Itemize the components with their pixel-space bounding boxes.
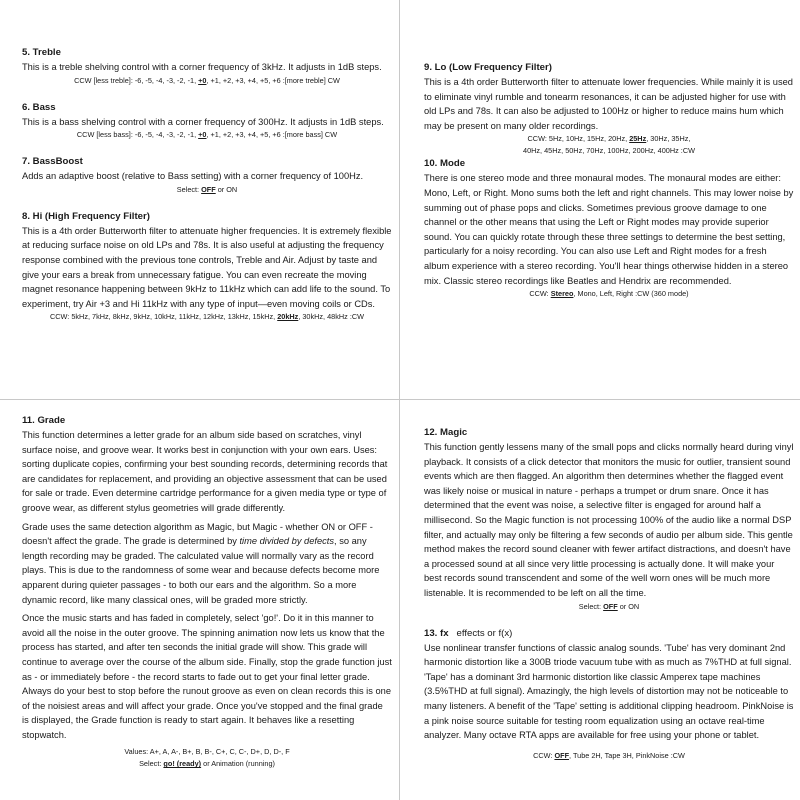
options-line [22, 758, 392, 770]
options-line [22, 184, 392, 196]
section-paragraph [22, 520, 392, 608]
section-bassboost [22, 155, 392, 196]
section-lo-filter [424, 61, 794, 157]
options-text: or Animation (running) [201, 759, 275, 769]
section-fx [424, 627, 794, 762]
options-line [424, 750, 794, 762]
page-bottom-left [22, 414, 392, 770]
section-paragraph: Once the music starts and has faded in completely, select 'go!'. Do it in this manner to avoid all the noise in the outer groove. The spinning animation now lets us know that the process has started, and after ten seconds the initial grade will show. This grade will continue to average over the course of the album side. Finally, stop the grade function just as - or immediately before - the record starts to fade out to get your final letter grade. Always do your best to stop before the runout groove as even on clean records this is one of the noisiest areas and will affect your grade. Once you've stopped and the final grade is displayed, the Grade function is ready to start again. It behaves like a resetting stopwatch. [22, 613, 392, 740]
options-text: Select: [578, 601, 604, 611]
section-title: 5. Treble [22, 47, 61, 58]
section-title: 8. Hi (High Frequency Filter) [22, 210, 150, 222]
selected-option: OFF [603, 601, 618, 611]
section-bass [22, 101, 392, 142]
options-text: or ON [617, 601, 640, 611]
options-line [22, 311, 392, 323]
options-line [424, 288, 794, 300]
options-line [424, 601, 794, 613]
selected-option: 25Hz [629, 134, 647, 144]
values-line: Values: A+, A, A-, B+, B, B-, C+, C, C-, D+, D, D-, F [124, 747, 290, 757]
section-paragraph: This function determines a letter grade for an album side based on scratches, vinyl surface noise, and groove wear. It works best in conjunction with your own ears. Uses: sorting duplicate copies, confirming your best sounding records, determining records that are candidates for replacement, and providing an objective assessment that can be used for sale or trade. Even determine cartridge performance for a given media type or type of groove wear, as different stylus geometries will grade differently. [22, 430, 388, 513]
options-text: , 30Hz, 35Hz, [646, 134, 691, 144]
page-top-right [424, 61, 794, 300]
section-body: Adds an adaptive boost (relative to Bass setting) with a corner frequency of 100Hz. [22, 171, 364, 182]
section-body: This function gently lessens many of the small pops and clicks normally heard during vinyl playback. It consists of a click detector that monitors the music for outlier, transient sound events which are then flagged. An algorithm then determines whether the flagged event was likely noise or musical in nature - perhaps a trumpet or drum snare. Once it has determined that the event was noise, a selective filter is engaged for around half a millisecond. So the Magic function is not processing 100% of the audio like a normal DSP filter, and actually may only be filtering a few seconds of audio per album side. This gentle method makes the record sound cleaner with fewer artifact distractions, and doesn't have a processed sound at all since very little processing is actually done. It will make your best records sound transcendent and some of the well worn ones will be much more listenable. It is recommended to be left on all the time. [424, 442, 794, 598]
options-text: CCW [less treble]: -6, -5, -4, -3, -2, -1, [74, 75, 199, 85]
section-title: 6. Bass [22, 101, 56, 113]
paragraph-text: Grade uses the same detection algorithm as Magic, but Magic - whether ON or OFF - doesn't affect the grade. The grade is determined by [22, 521, 373, 547]
section-title-sub: effects or f(x) [456, 627, 513, 639]
section-title-text: 13. fx [424, 627, 449, 639]
emphasis-text: time divided by defects [239, 536, 335, 547]
options-text: , 30kHz, 48kHz :CW [298, 312, 364, 322]
section-body: This is a 4th order Butterworth filter to attenuate higher frequencies. It is extremely flexible at reducing surface noise on old LPs and 78s. It is also useful at adjusting the frequency response combined with the previous tone controls, Treble and Air. Adjust by taste and give your ears a break from unnecessary fatigue. You can even recreate the moving magnet resonance happening between 9kHz to 11kHz which can add life to the sound. To experiment, try Air +3 and Hi 11kHz with any type of input—even moving coils or CDs. [22, 225, 392, 309]
section-title: 12. Magic [424, 427, 468, 438]
section-treble [22, 46, 392, 87]
options-text: , Mono, Left, Right :CW (360 mode) [573, 289, 689, 299]
options-text: Select: [139, 759, 164, 769]
selected-option: 20kHz [277, 312, 299, 322]
section-title: 9. Lo (Low Frequency Filter) [424, 62, 552, 73]
section-body: This is a 4th order Butterworth filter to attenuate lower frequencies. While mainly it is used to eliminate vinyl rumble and tonearm resonances, it can be adjusted higher for use with old LPs and 78s. It can also be adjusted to 100Hz or higher to reduce mains hum which may be present on many older recordings. [424, 77, 793, 131]
section-body: There is one stereo mode and three monaural modes. The monaural modes are either: Mono, Left, or Right. Mono sums both the left and right channels. This may lower noise by summing out of phase pops and clicks. Sometimes previous groove damage to one channel or the other means that using the Left or Right modes may provide superior sound. You can quickly rotate through these three settings to determine the best setting, particularly for a noisy recording. You can also use Left and Right modes for a fresh album experience with a stereo recording. You'll hear things otherwise hidden in a stereo mix. Classic stereo recordings like Beatles and Hendrix are recommended. [424, 173, 794, 286]
section-title: 10. Mode [424, 158, 466, 170]
section-title: 7. BassBoost [22, 156, 83, 168]
paragraph-text: , so any length recording may be graded. The calculated value will normally vary as the record plays. This is due to the randomness of some wear and because defects become more apparent during quieter passages - to both our ears and the algorithm. So a more dynamic record, like many classical ones, will be graded more strictly. [22, 536, 380, 605]
selected-option: go! (ready) [163, 759, 202, 769]
page-divider-horizontal [0, 399, 800, 400]
page-top-left [22, 46, 392, 323]
options-text: CCW: 5Hz, 10Hz, 15Hz, 20Hz, [527, 134, 630, 144]
selected-option: +0 [198, 130, 207, 140]
selected-option: OFF [554, 750, 570, 760]
page-bottom-right [424, 426, 794, 762]
options-text: or ON [215, 184, 238, 194]
selected-option: +0 [198, 75, 207, 85]
options-text: Select: [176, 184, 202, 194]
options-text: , +1, +2, +3, +4, +5, +6 :[more treble] CW [206, 75, 340, 85]
section-mode [424, 157, 794, 300]
options-text: CCW: [529, 289, 551, 299]
options-line [22, 129, 392, 141]
options-text: , Tube 2H, Tape 3H, PinkNoise :CW [569, 750, 685, 760]
options-text: CCW: [533, 750, 555, 760]
selected-option: Stereo [550, 289, 574, 299]
section-title [424, 627, 794, 641]
options-line: 40Hz, 45Hz, 50Hz, 70Hz, 100Hz, 200Hz, 400Hz :CW [523, 146, 695, 156]
section-title: 11. Grade [22, 415, 66, 426]
options-text: CCW [less bass]: -6, -5, -4, -3, -2, -1, [76, 130, 199, 140]
section-body: Use nonlinear transfer functions of classic analog sounds. 'Tube' has very dominant 2nd harmonic distortion like a 300B triode vacuum tube with as much as 7%THD at full signal. 'Tape' has a dominant 3rd harmonic distortion like classic Amperex tape machines (3.5%THD at full signal). Amazingly, the high levels of distortion may not be noticeable to many listeners. A benefit of the 'Tape' setting is additional clipping headroom. PinkNoise is a pink noise source suitable for testing room equalization using an octave real-time analyzer. Many octave RTA apps are available for free using your phone or tablet. [424, 642, 794, 741]
section-body: This is a treble shelving control with a corner frequency of 3kHz. It adjusts in 1dB steps. [22, 62, 382, 72]
options-line [424, 133, 794, 145]
section-magic [424, 426, 794, 613]
page-divider-vertical [399, 0, 400, 800]
section-hi-filter [22, 210, 392, 324]
options-text: , +1, +2, +3, +4, +5, +6 :[more bass] CW [206, 130, 338, 140]
section-grade [22, 414, 392, 770]
selected-option: OFF [201, 184, 216, 194]
options-text: CCW: 5kHz, 7kHz, 8kHz, 9kHz, 10kHz, 11kHz, 12kHz, 13kHz, 15kHz, [50, 312, 278, 322]
section-body: This is a bass shelving control with a corner frequency of 300Hz. It adjusts in 1dB steps. [22, 116, 384, 127]
options-line [22, 75, 392, 87]
